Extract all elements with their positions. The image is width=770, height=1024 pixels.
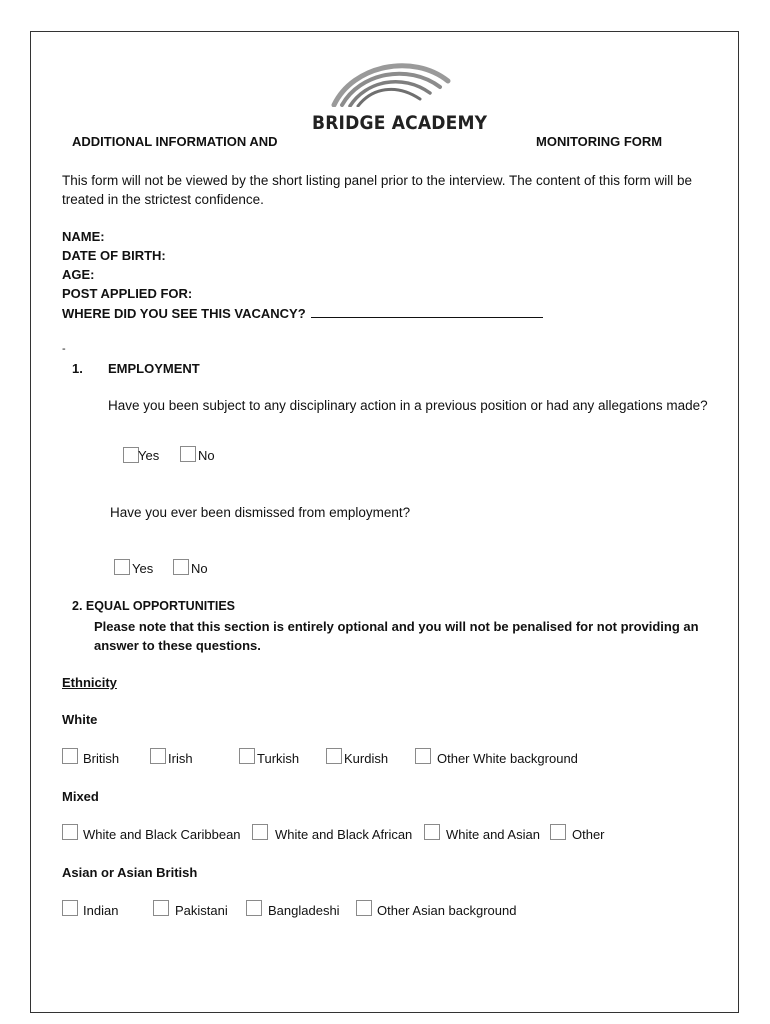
asian-indian-checkbox[interactable] <box>62 900 78 916</box>
mixed-other-label: Other <box>572 827 605 842</box>
white-kurdish-label: Kurdish <box>344 751 389 766</box>
vacancy-row <box>62 305 543 321</box>
white-british-checkbox[interactable] <box>62 748 78 764</box>
white-other-checkbox[interactable] <box>415 748 431 764</box>
q2-yes-checkbox[interactable] <box>114 559 130 575</box>
mixed-wbc-label: White and Black Caribbean <box>83 827 241 842</box>
q1-no-checkbox[interactable] <box>180 446 196 462</box>
q1-text: Have you been subject to any disciplinary action in a previous position or had any allegations made? <box>108 398 708 413</box>
white-other-label: Other White background <box>437 751 578 766</box>
section2-note: Please note that this section is entirely optional and you will not be penalised for not providing an answer to these questions. <box>94 619 699 653</box>
asian-bangladeshi-checkbox[interactable] <box>246 900 262 916</box>
header-right: MONITORING FORM <box>536 134 663 149</box>
white-turkish-checkbox[interactable] <box>239 748 255 764</box>
asian-label: Asian or Asian British <box>62 865 198 880</box>
q1-yes-checkbox[interactable] <box>123 447 139 463</box>
q1-yes-label: Yes <box>138 448 160 463</box>
asian-pakistani-label: Pakistani <box>175 903 228 918</box>
section1-title: EMPLOYMENT <box>108 361 200 376</box>
logo-text: BRIDGE ACADEMY <box>312 112 488 134</box>
q2-yes-label: Yes <box>132 561 154 576</box>
intro-text: This form will not be viewed by the short listing panel prior to the interview. The content of this form will be treated in the strictest confidence. <box>62 173 693 207</box>
asian-pakistani-checkbox[interactable] <box>153 900 169 916</box>
section2-title: 2. EQUAL OPPORTUNITIES <box>72 599 235 613</box>
white-kurdish-checkbox[interactable] <box>326 748 342 764</box>
vacancy-label: WHERE DID YOU SEE THIS VACANCY? <box>62 306 306 321</box>
white-irish-checkbox[interactable] <box>150 748 166 764</box>
section1-number: 1. <box>72 361 83 376</box>
q2-no-checkbox[interactable] <box>173 559 189 575</box>
q2-no-label: No <box>191 561 208 576</box>
white-british-label: British <box>83 751 120 766</box>
white-irish-label: Irish <box>168 751 193 766</box>
post-label: POST APPLIED FOR: <box>62 286 193 301</box>
mixed-wa-label: White and Asian <box>446 827 540 842</box>
mixed-wba-label: White and Black African <box>275 827 413 842</box>
asian-other-label: Other Asian background <box>377 903 517 918</box>
q2-text: Have you ever been dismissed from employment? <box>110 505 411 520</box>
asian-indian-label: Indian <box>83 903 119 918</box>
dob-label: DATE OF BIRTH: <box>62 248 166 263</box>
mixed-wbc-checkbox[interactable] <box>62 824 78 840</box>
bridge-arc-logo-icon <box>328 55 452 107</box>
mixed-other-checkbox[interactable] <box>550 824 566 840</box>
white-turkish-label: Turkish <box>257 751 300 766</box>
name-label: NAME: <box>62 229 105 244</box>
white-label: White <box>62 712 98 727</box>
dash-mark: - <box>62 343 66 355</box>
age-label: AGE: <box>62 267 95 282</box>
asian-bangladeshi-label: Bangladeshi <box>268 903 340 918</box>
mixed-wa-checkbox[interactable] <box>424 824 440 840</box>
header-left: ADDITIONAL INFORMATION AND <box>72 134 278 149</box>
mixed-label: Mixed <box>62 789 99 804</box>
vacancy-answer-line[interactable] <box>311 305 543 318</box>
q1-no-label: No <box>198 448 215 463</box>
asian-other-checkbox[interactable] <box>356 900 372 916</box>
mixed-wba-checkbox[interactable] <box>252 824 268 840</box>
ethnicity-heading: Ethnicity <box>62 675 117 690</box>
